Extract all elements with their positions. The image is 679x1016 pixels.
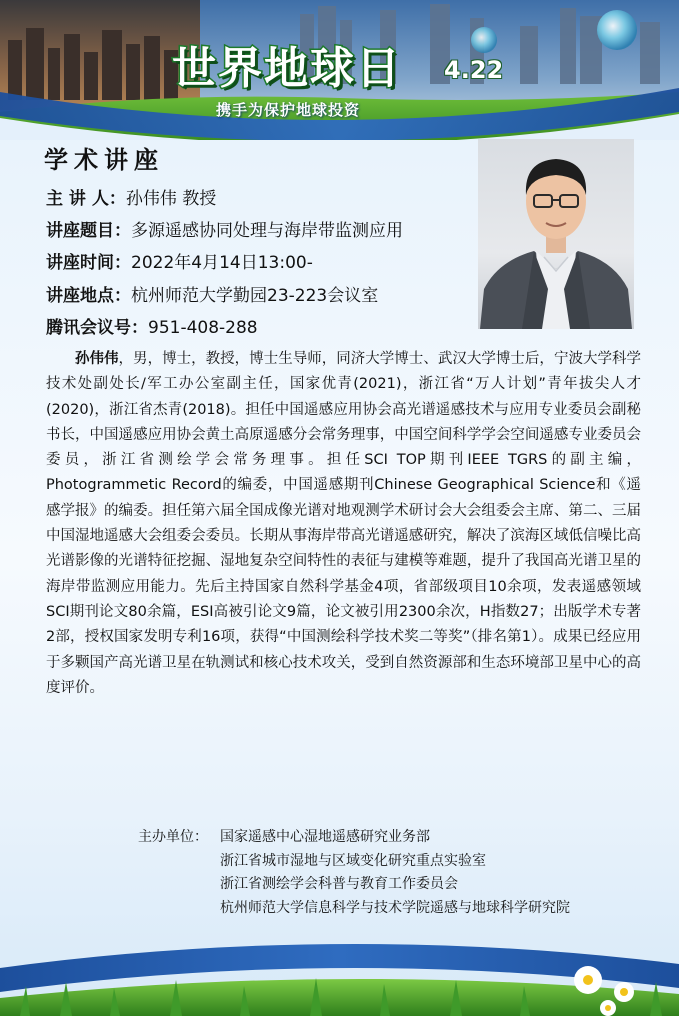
lecture-heading: 学术讲座: [44, 146, 164, 174]
info-time: [46, 248, 313, 273]
info-location: [46, 281, 378, 306]
info-label: 腾讯会议号：: [46, 318, 148, 338]
info-value: 杭州师范大学勤园23-223会议室: [131, 286, 379, 306]
organizer-row: [138, 873, 570, 897]
info-value: 孙伟伟 教授: [125, 189, 217, 209]
bio-name: 孙伟伟: [75, 351, 119, 367]
footer-grass-banner: [0, 928, 679, 1016]
info-label: 讲座题目：: [46, 221, 131, 241]
organizer-row: [138, 897, 570, 921]
organizer-item: 浙江省测绘学会科普与教育工作委员会: [220, 876, 458, 893]
organizer-row: [138, 850, 570, 874]
info-label: 主 讲 人：: [46, 189, 126, 209]
organizer-item: 浙江省城市湿地与区域变化研究重点实验室: [220, 852, 486, 869]
organizer-item: 国家遥感中心湿地遥感研究业务部: [220, 829, 430, 845]
organizer-row: [138, 826, 570, 850]
event-date: 4.22: [444, 56, 504, 84]
info-label: 讲座时间：: [46, 253, 131, 273]
info-topic: [46, 216, 403, 241]
event-title: 世界地球日: [172, 43, 402, 94]
info-label: 讲座地点：: [46, 286, 131, 306]
bio-text: ，男，博士，教授，博士生导师，同济大学博士、武汉大学博士后，宁波大学科学技术处副处长/军工办公室副主任，国家优青(2021)，浙江省“万人计划”青年拔尖人才(2020)，浙江省杰青(2018)。担任中国遥感应用协会高光谱遥感技术与应用专业委员会副秘书长，中国遥感应用协会黄土高原遥感分会常务理事，中国空间科学学会空间遥感专业委员会委员，浙江省测绘学会常务理事。担任SCI TOP期刊IEEE TGRS的副主编，Photogrammetic Record的编委，中国遥感期刊Chinese Geographical Science和《遥感学报》的编委。担任第六届全国成像光谱对地观测学术研讨会大会组委会主席、第二、三届中国湿地遥感大会组委会委员。长期从事海岸带高光谱遥感研究，解决了滨海区域低信噪比高光谱影像的光谱特征挖掘、湿地复杂空间特性的表征与建模等难题，提升了我国高光谱卫星的海岸带监测应用能力。先后主持国家自然科学基金4项，省部级项目10余项，发表遥感领域SCI期刊论文80余篇，ESI高被引论文9篇，论文被引用2300余次，H指数27；出版学术专著2部，授权国家发明专利16项，获得“中国测绘科学技术奖二等奖”（排名第1）。成果已经应用于多颗国产高光谱卫星在轨测试和核心技术攻关，受到自然资源部和生态环境部卫星中心的高度评价。: [46, 351, 642, 696]
organizers: [138, 826, 570, 920]
speaker-bio: [46, 347, 641, 701]
event-subtitle: 携手为保护地球投资: [216, 101, 361, 119]
organizer-item: 杭州师范大学信息科学与技术学院遥感与地球科学研究院: [220, 899, 570, 916]
grass-footer-art: [0, 928, 679, 1016]
speaker-portrait-icon: [478, 139, 634, 329]
info-value: 2022年4月14日13:00-: [131, 253, 313, 273]
info-value: 多源遥感协同处理与海岸带监测应用: [131, 221, 403, 241]
info-speaker: [46, 184, 216, 209]
info-meeting-id: [46, 313, 258, 338]
organizers-label: 主办单位：: [138, 829, 208, 845]
info-value: 951-408-288: [148, 318, 258, 338]
speaker-photo: [478, 139, 634, 329]
header-banner: [0, 0, 679, 140]
